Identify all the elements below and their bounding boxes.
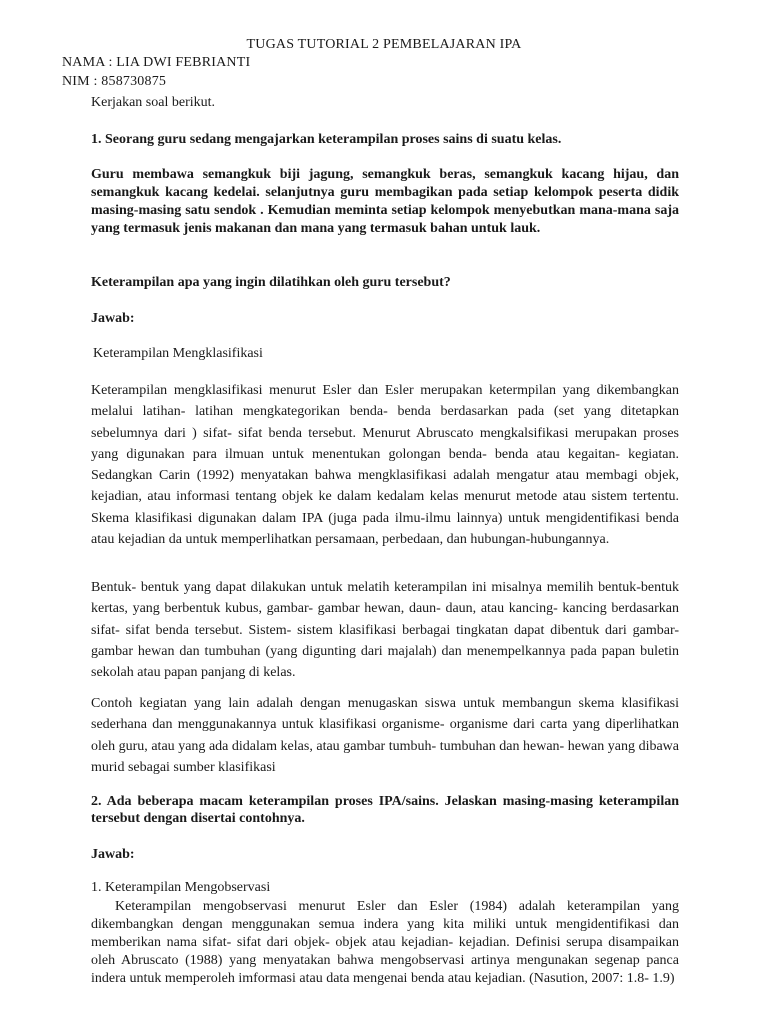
student-name: NAMA : LIA DWI FEBRIANTI <box>62 55 251 70</box>
question-2-heading: 2. Ada beberapa macam keterampilan proses IPA/sains. Jelaskan masing-masing keterampilan tersebut dengan disertai contohnya. <box>91 794 679 826</box>
question-1-answer-title: Keterampilan Mengklasifikasi <box>93 346 263 361</box>
question-2-answer-label: Jawab: <box>91 847 135 862</box>
answer-paragraph-3: Contoh kegiatan yang lain adalah dengan menugaskan siswa untuk membangun skema klasifikasi sederhana dan menggunakannya untuk klasifikasi organisme- organisme dari carta yang diperlihatkan oleh guru, atau yang ada didalam kelas, atau gambar tumbuh- tumbuhan dan hewan- hewan yang dibawa murid sebagai sumber klasifikasi <box>91 696 679 775</box>
question-1-scenario: Guru membawa semangkuk biji jagung, semangkuk beras, semangkuk kacang hijau, dan semangkuk kacang kedelai. selanjutnya guru membagikan pada setiap kelompok peserta didik masing-masing satu sendok . Kemudian meminta setiap kelompok menyebutkan mana-mana saja yang termasuk jenis makanan dan mana yang termasuk bahan untuk lauk. <box>91 167 679 236</box>
document-title: TUGAS TUTORIAL 2 PEMBELAJARAN IPA <box>246 37 522 52</box>
instruction-text: Kerjakan soal berikut. <box>91 95 216 110</box>
answer-paragraph-2: Bentuk- bentuk yang dapat dilakukan untuk melatih keterampilan ini misalnya memilih bentuk-bentuk kertas, yang berbentuk kubus, gambar- gambar hewan, daun- daun, atau kancing- kancing berdasarkan sifat- sifat benda tersebut. Sistem- sistem klasifikasi berbagai tingkatan dapat dibentuk dari gambar- gambar hewan dan tumbuhan (yang digunting dari majalah) dan menempelkannya pada papan buletin sekolah atau papan panjang di kelas. <box>91 580 679 681</box>
answer-paragraph-1: Keterampilan mengklasifikasi menurut Esler dan Esler merupakan ketermpilan yang dikembangkan melalui latihan- latihan mengkategorikan benda- benda berdasarkan pada (set yang ditetapkan sebelumnya dari ) sifat- sifat benda tersebut. Menurut Abruscato mengkalsifikasi merupakan proses yang digunakan para ilmuan untuk menentukan golongan benda- benda atau kegaitan- kegiatan. Sedangkan Carin (1992) menyatakan bahwa mengklasifikasi adalah mengatur atau membagi objek, kejadian, atau informasi tentang objek ke dalam kedalam kelas menurut metode atau sistem tertentu. Skema klasifikasi digunakan dalam IPA (juga pada ilmu-ilmu lainnya) untuk mengidentifikasi benda atau kejadian da untuk memperlihatkan persamaan, perbedaan, dan hubungan-hubungannya. <box>91 383 679 548</box>
question-1-answer-label: Jawab: <box>91 311 135 326</box>
question-2-sub-heading: 1. Keterampilan Mengobservasi <box>91 880 271 895</box>
question-1-prompt: Keterampilan apa yang ingin dilatihkan oleh guru tersebut? <box>91 275 451 290</box>
student-nim: NIM : 858730875 <box>62 74 167 89</box>
question-2-paragraph: Keterampilan mengobservasi menurut Esler dan Esler (1984) adalah keterampilan yang dikembangkan dengan menggunakan semua indera yang kita miliki untuk mengidentifikasi dan memberikan nama sifat- sifat dari objek- objek atau kejadian- kejadian. Definisi serupa disampaikan oleh Abruscato (1988) yang menyatakan bahwa mengobservasi artinya mengunakan segenap panca indera untuk memperoleh imformasi atau data mengenai benda atau kejadian. (Nasution, 2007: 1.8- 1.9) <box>91 899 679 986</box>
question-1-heading: 1. Seorang guru sedang mengajarkan keterampilan proses sains di suatu kelas. <box>91 132 562 147</box>
